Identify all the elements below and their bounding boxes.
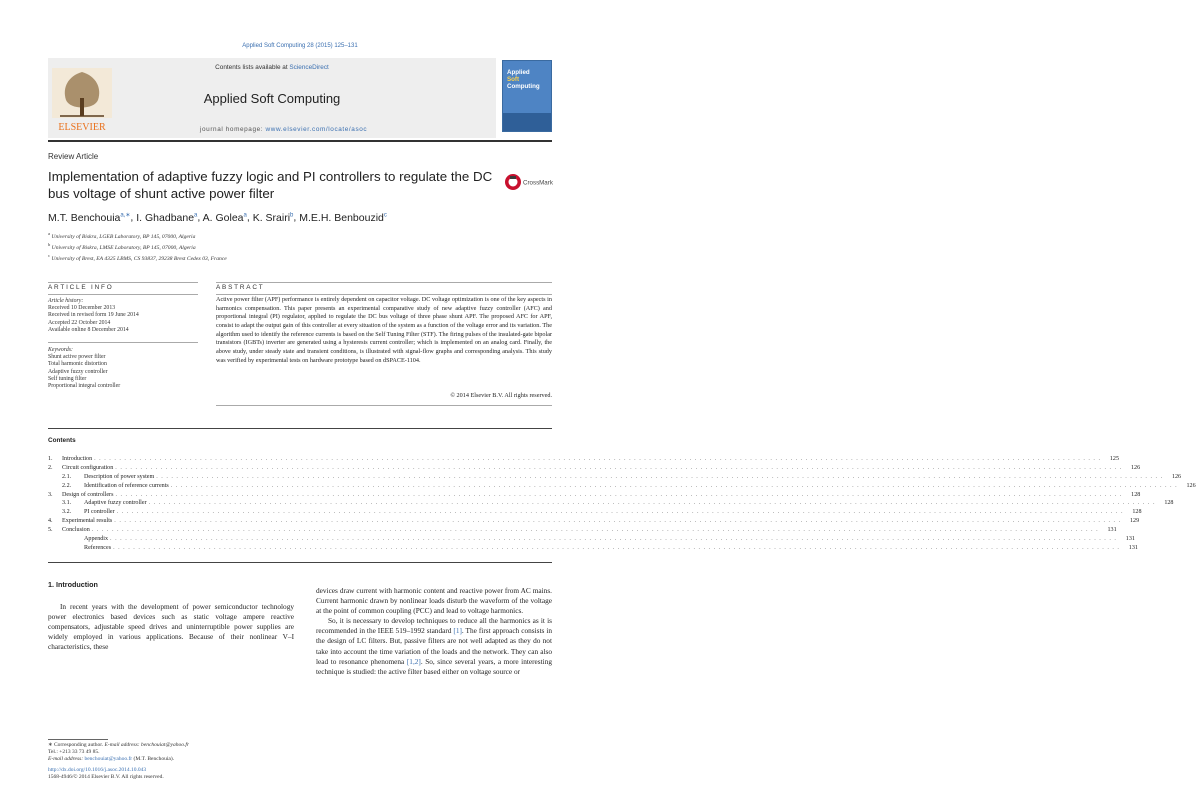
elsevier-logo — [50, 66, 114, 134]
article-info-rule-bottom — [48, 294, 198, 295]
toc-leader-dots: . . . . . . . . . . . . . . . . . . . . . . . . . . . . . . . . . . . . . . . . . . . . . . . . . . . . . . . . . . . . . . . . . . . . . . . . . . . . . . . . . . . . . . . . . . . . . . . . . . . . . . . . . . . . . . . . . . . . . . . . . . . . . . . . . . . . . . . . . . . . . . . . . . . . . . . . . . . . . . . . . . . . . . . . . . . . . . . . . . . . . . . . . . . . . . . . . . . . . . . . — [115, 491, 1123, 498]
contents-heading: Contents — [48, 437, 76, 444]
footnote-email: E-mail address: benchouiat@yahoo.fr (M.T. Benchouia). — [48, 756, 175, 763]
toc-item[interactable] — [48, 508, 1142, 517]
keyword-4: Self tuning filter — [48, 375, 87, 382]
contents-available-line — [48, 64, 496, 71]
toc-item-number: 2.2. — [62, 482, 72, 489]
table-of-contents — [48, 455, 1196, 553]
keyword-3: Adaptive fuzzy controller — [48, 368, 108, 375]
toc-leader-dots: . . . . . . . . . . . . . . . . . . . . . . . . . . . . . . . . . . . . . . . . . . . . . . . . . . . . . . . . . . . . . . . . . . . . . . . . . . . . . . . . . . . . . . . . . . . . . . . . . . . . . . . . . . . . . . . . . . . . . . . . . . . . . . . . . . . . . . . . . . . . . . . . . . . . . . . . . . . . . . . . . . . . . . . . . . . . . . . . . . . . . . . . . . . . . . . . . . . . . . . . — [94, 456, 1101, 462]
toc-item-label: Experimental results — [62, 518, 113, 525]
keywords-rule — [48, 342, 198, 343]
toc-leader-dots: . . . . . . . . . . . . . . . . . . . . . . . . . . . . . . . . . . . . . . . . . . . . . . . . . . . . . . . . . . . . . . . . . . . . . . . . . . . . . . . . . . . . . . . . . . . . . . . . . . . . . . . . . . . . . . . . . . . . . . . . . . . . . . . . . . . . . . . . . . . . . . . . . . . . . . . . . . . . . . . . . . . . . . . . . . . . . . . . . . . . . . . . . . . . . . . . . . . . . . . . — [170, 482, 1178, 489]
body-right-column — [316, 586, 552, 677]
abstract-text: Active power filter (APF) performance is entirely dependent on capacitor voltage. DC voltage optimization is one of the key aspects in harmonics compensation. This paper presents an experimental comparative study of new adaptive fuzzy controller (AFC) and proportional integral (PI) regulator, applied to regulate the DC bus voltage of three phase shunt APF. The proposed AFC for APF, consist to adapt the output gain of this controller at every situation of the system as a function of the voltage error and its variation. The algorithm used to identify the reference currents is based on the Self Tuning Filter (STF). The firing pulses of the insulated-gate bipolar transistors (IGBTs) inverter are generated using a hysteresis current controller; which is implemented on an analog card. Finally, the above study, under steady state and transient conditions, is illustrated with signal-flow graphs and corresponding analysis. This study was verified by experimental tests on hardware prototype based on dSPACE-1104. — [216, 296, 552, 364]
author-list: M.T. Benchouia$^{a,∗}$, I. Ghadbane$^a$, A. Golea$^a$, K. Srairi$^b$, M.E.H. Benbouzid$^c$ — [48, 211, 387, 224]
toc-item[interactable] — [48, 544, 1138, 553]
toc-item[interactable] — [48, 482, 1196, 491]
author-4[interactable]: K. Srairi$^b$ — [252, 211, 294, 224]
toc-item-page: 128 — [1131, 491, 1141, 498]
article-info-block — [48, 298, 198, 390]
author-5[interactable]: M.E.H. Benbouzid$^c$ — [299, 211, 387, 224]
footnote-tel: Tel.: +213 33 73 49 85. — [48, 749, 100, 756]
toc-item-label: Circuit configuration — [62, 464, 114, 471]
toc-item-label: Conclusion — [62, 527, 90, 534]
toc-item-label: Identification of reference currents — [84, 482, 169, 489]
abstract-heading: ABSTRACT — [216, 284, 265, 291]
cover-title-line-1: Applied — [507, 69, 530, 76]
keywords-label: Keywords: — [48, 347, 73, 354]
issn-line: 1568-4946/© 2014 Elsevier B.V. All rights reserved. — [48, 773, 164, 780]
toc-item-page: 131 — [1128, 544, 1138, 551]
header-rule — [48, 140, 552, 142]
cover-title-line-2: Soft — [507, 76, 520, 83]
toc-item[interactable] — [48, 535, 1135, 544]
author-3[interactable]: A. Golea$^a$ — [202, 211, 247, 224]
affiliation-c: $^c$ University of Brest, EA 4325 LBMS, CS 93837, 29238 Brest Cedex 03, France — [48, 253, 227, 263]
crossmark-badge[interactable] — [504, 172, 552, 192]
toc-item-page: 125 — [1109, 456, 1119, 462]
toc-leader-dots: . . . . . . . . . . . . . . . . . . . . . . . . . . . . . . . . . . . . . . . . . . . . . . . . . . . . . . . . . . . . . . . . . . . . . . . . . . . . . . . . . . . . . . . . . . . . . . . . . . . . . . . . . . . . . . . . . . . . . . . . . . . . . . . . . . . . . . . . . . . . . . . . . . . . . . . . . . . . . . . . . . . . . . . . . . . . . . . . . . . . . . . . . . . . . . . . . . . . . . . . — [110, 536, 1117, 543]
contents-rule-bottom — [48, 562, 552, 563]
toc-item-label: PI controller — [84, 509, 115, 516]
journal-homepage — [200, 126, 367, 133]
contents-rule-top — [48, 428, 552, 429]
affiliations — [48, 230, 227, 263]
toc-leader-dots: . . . . . . . . . . . . . . . . . . . . . . . . . . . . . . . . . . . . . . . . . . . . . . . . . . . . . . . . . . . . . . . . . . . . . . . . . . . . . . . . . . . . . . . . . . . . . . . . . . . . . . . . . . . . . . . . . . . . . . . . . . . . . . . . . . . . . . . . . . . . . . . . . . . . . . . . . . . . . . . . . . . . . . . . . . . . . . . . . . . . . . . . . . . . . . . . . . . . . . . . — [113, 544, 1120, 551]
journal-title: Applied Soft Computing — [203, 91, 341, 106]
article-title: Implementation of adaptive fuzzy logic and PI controllers to regulate the DC bus voltage of shunt active power filter — [48, 169, 493, 201]
history-label: Article history: — [48, 298, 84, 304]
toc-item-page: 128 — [1132, 509, 1142, 516]
toc-item-number: 5. — [48, 527, 53, 534]
toc-leader-dots: . . . . . . . . . . . . . . . . . . . . . . . . . . . . . . . . . . . . . . . . . . . . . . . . . . . . . . . . . . . . . . . . . . . . . . . . . . . . . . . . . . . . . . . . . . . . . . . . . . . . . . . . . . . . . . . . . . . . . . . . . . . . . . . . . . . . . . . . . . . . . . . . . . . . . . . . . . . . . . . . . . . . . . . . . . . . . . . . . . . . . . . . . . . . . . . . . . . . . . . . — [91, 527, 1099, 534]
toc-item-label: Introduction — [62, 456, 93, 462]
toc-item[interactable] — [48, 526, 1117, 535]
crossmark-icon — [504, 172, 552, 192]
history-revised: Received in revised form 19 June 2014 — [48, 312, 139, 319]
toc-leader-dots: . . . . . . . . . . . . . . . . . . . . . . . . . . . . . . . . . . . . . . . . . . . . . . . . . . . . . . . . . . . . . . . . . . . . . . . . . . . . . . . . . . . . . . . . . . . . . . . . . . . . . . . . . . . . . . . . . . . . . . . . . . . . . . . . . . . . . . . . . . . . . . . . . . . . . . . . . . . . . . . . . . . . . . . . . . . . . . . . . . . . . . . . . . . . . . . . . . . . . . . . — [114, 518, 1122, 525]
footnote-corresponding: ∗ Corresponding author. E-mail address: benchouiat@yahoo.fr — [48, 742, 189, 748]
history-online: Available online 8 December 2014 — [48, 326, 129, 333]
intro-paragraph-1: In recent years with the development of power semiconductor technology power electronics based devices such as static voltage ampere reactive compensators, adjustable speed drives and uninterruptible power supplies are widely employed in various applications. Because of their nonlinear V–I characteristics, these — [48, 602, 294, 652]
toc-item-number: 3. — [48, 491, 53, 498]
keyword-1: Shunt active power filter — [48, 354, 106, 361]
publisher-wordmark: ELSEVIER — [58, 122, 106, 133]
toc-item-label: References — [84, 544, 112, 551]
toc-item-number — [62, 535, 84, 544]
toc-item-page: 129 — [1129, 518, 1140, 525]
toc-item[interactable] — [48, 517, 1140, 526]
abstract-copyright: © 2014 Elsevier B.V. All rights reserved. — [450, 392, 552, 399]
toc-item-page: 131 — [1107, 527, 1117, 534]
toc-item-number: 3.2. — [62, 509, 72, 516]
toc-item[interactable] — [48, 491, 1141, 500]
cover-title-line-3: Computing — [507, 83, 540, 90]
toc-item-label: Design of controllers — [62, 491, 114, 498]
toc-item[interactable] — [48, 499, 1174, 508]
author-2[interactable]: I. Ghadbane$^a$ — [136, 211, 198, 224]
journal-reference[interactable]: Applied Soft Computing 28 (2015) 125–131 — [242, 43, 358, 49]
keyword-2: Total harmonic distortion — [48, 361, 107, 368]
toc-item-label: Description of power system — [84, 473, 155, 480]
toc-item-page: 126 — [1171, 473, 1182, 480]
toc-item[interactable] — [48, 473, 1182, 482]
abstract-end-rule — [216, 405, 552, 406]
section-1-heading: 1. Introduction — [48, 580, 98, 589]
journal-cover-thumbnail[interactable] — [502, 60, 552, 132]
toc-item-number: 3.1. — [62, 500, 72, 507]
sciencedirect-link[interactable]: ScienceDirect — [289, 64, 329, 71]
footnotes — [48, 742, 298, 781]
toc-item-page: 131 — [1125, 536, 1135, 543]
intro-paragraph-2: devices draw current with harmonic content and reactive power from AC mains. Current harmonic drawn by nonlinear loads disturb the waveform of the voltage at the point of common coupling (PCC) and lead to voltage harmonics. — [316, 586, 552, 616]
article-info-rule — [48, 282, 198, 283]
body-left-column — [48, 602, 294, 652]
homepage-url-link[interactable]: www.elsevier.com/locate/asoc — [265, 126, 368, 133]
intro-paragraph-3: So, it is necessary to develop techniques to reduce all the harmonics as it is recommended in the IEEE 519–1992 standard [1]. The first approach consists in the design of LC filters. But, passive filters are not well adapted as they do not take into account the time variation of the loads and the network. They can also lead to resonance phenomena [1,2]. So, since several years, a more interesting technique is studied: the active filter based either on voltage source or — [316, 616, 553, 676]
toc-leader-dots: . . . . . . . . . . . . . . . . . . . . . . . . . . . . . . . . . . . . . . . . . . . . . . . . . . . . . . . . . . . . . . . . . . . . . . . . . . . . . . . . . . . . . . . . . . . . . . . . . . . . . . . . . . . . . . . . . . . . . . . . . . . . . . . . . . . . . . . . . . . . . . . . . . . . . . . . . . . . . . . . . . . . . . . . . . . . . . . . . . . . . . . . . . . . . . . . . . . . . . . . — [116, 509, 1124, 516]
abstract-rule-bottom — [216, 294, 552, 295]
affiliation-b: $^b$ University of Biskra, LMSE Laboratory, BP 145, 07000, Algeria — [48, 242, 196, 252]
author-1[interactable]: M.T. Benchouia$^{a,∗}$ — [48, 211, 131, 224]
toc-item-number: 4. — [48, 518, 53, 525]
toc-leader-dots: . . . . . . . . . . . . . . . . . . . . . . . . . . . . . . . . . . . . . . . . . . . . . . . . . . . . . . . . . . . . . . . . . . . . . . . . . . . . . . . . . . . . . . . . . . . . . . . . . . . . . . . . . . . . . . . . . . . . . . . . . . . . . . . . . . . . . . . . . . . . . . . . . . . . . . . . . . . . . . . . . . . . . . . . . . . . . . . . . . . . . . . . . . . . . . . . . . . . . . . . — [148, 500, 1156, 507]
history-accepted: Accepted 22 October 2014 — [48, 319, 111, 326]
cover-title — [507, 69, 540, 90]
toc-item[interactable] — [48, 464, 1141, 473]
abstract-rule — [216, 282, 552, 283]
doi-link[interactable]: http://dx.doi.org/10.1016/j.asoc.2014.10.043 — [48, 766, 147, 773]
toc-item-label: Adaptive fuzzy controller — [84, 500, 147, 507]
homepage-label: journal homepage: — [200, 126, 266, 133]
toc-item-number: 1. — [48, 456, 53, 462]
affiliation-a: $^a$ University of Biskra, LGEB Laboratory, BP 145, 07000, Algeria — [48, 231, 196, 240]
footnote-rule — [48, 739, 108, 740]
toc-item-label: Appendix — [84, 536, 109, 543]
citation-1[interactable]: [1] — [453, 626, 462, 636]
toc-item-page: 126 — [1186, 482, 1196, 489]
crossmark-label: CrossMark — [523, 179, 553, 187]
toc-item[interactable] — [48, 455, 1119, 464]
history-received: Received 10 December 2013 — [48, 305, 116, 312]
toc-item-number — [62, 544, 84, 553]
keyword-5: Proportional integral controller — [48, 383, 121, 390]
email-link[interactable]: benchouiat@yahoo.fr — [84, 756, 133, 763]
citation-1-2[interactable]: [1,2] — [406, 656, 421, 666]
article-info-heading: ARTICLE INFO — [48, 284, 114, 291]
toc-leader-dots: . . . . . . . . . . . . . . . . . . . . . . . . . . . . . . . . . . . . . . . . . . . . . . . . . . . . . . . . . . . . . . . . . . . . . . . . . . . . . . . . . . . . . . . . . . . . . . . . . . . . . . . . . . . . . . . . . . . . . . . . . . . . . . . . . . . . . . . . . . . . . . . . . . . . . . . . . . . . . . . . . . . . . . . . . . . . . . . . . . . . . . . . . . . . . . . . . . . . . . . . — [115, 464, 1123, 471]
contents-prefix: Contents lists available at — [215, 64, 290, 71]
toc-item-number: 2.1. — [62, 473, 72, 480]
article-type: Review Article — [48, 152, 99, 161]
toc-item-number: 2. — [48, 464, 53, 471]
elsevier-tree-icon — [50, 66, 114, 134]
cover-band — [503, 113, 551, 131]
toc-item-page: 126 — [1131, 464, 1141, 471]
toc-leader-dots: . . . . . . . . . . . . . . . . . . . . . . . . . . . . . . . . . . . . . . . . . . . . . . . . . . . . . . . . . . . . . . . . . . . . . . . . . . . . . . . . . . . . . . . . . . . . . . . . . . . . . . . . . . . . . . . . . . . . . . . . . . . . . . . . . . . . . . . . . . . . . . . . . . . . . . . . . . . . . . . . . . . . . . . . . . . . . . . . . . . . . . . . . . . . . . . . . . . . . . . . — [156, 473, 1164, 480]
toc-item-page: 128 — [1164, 500, 1174, 507]
